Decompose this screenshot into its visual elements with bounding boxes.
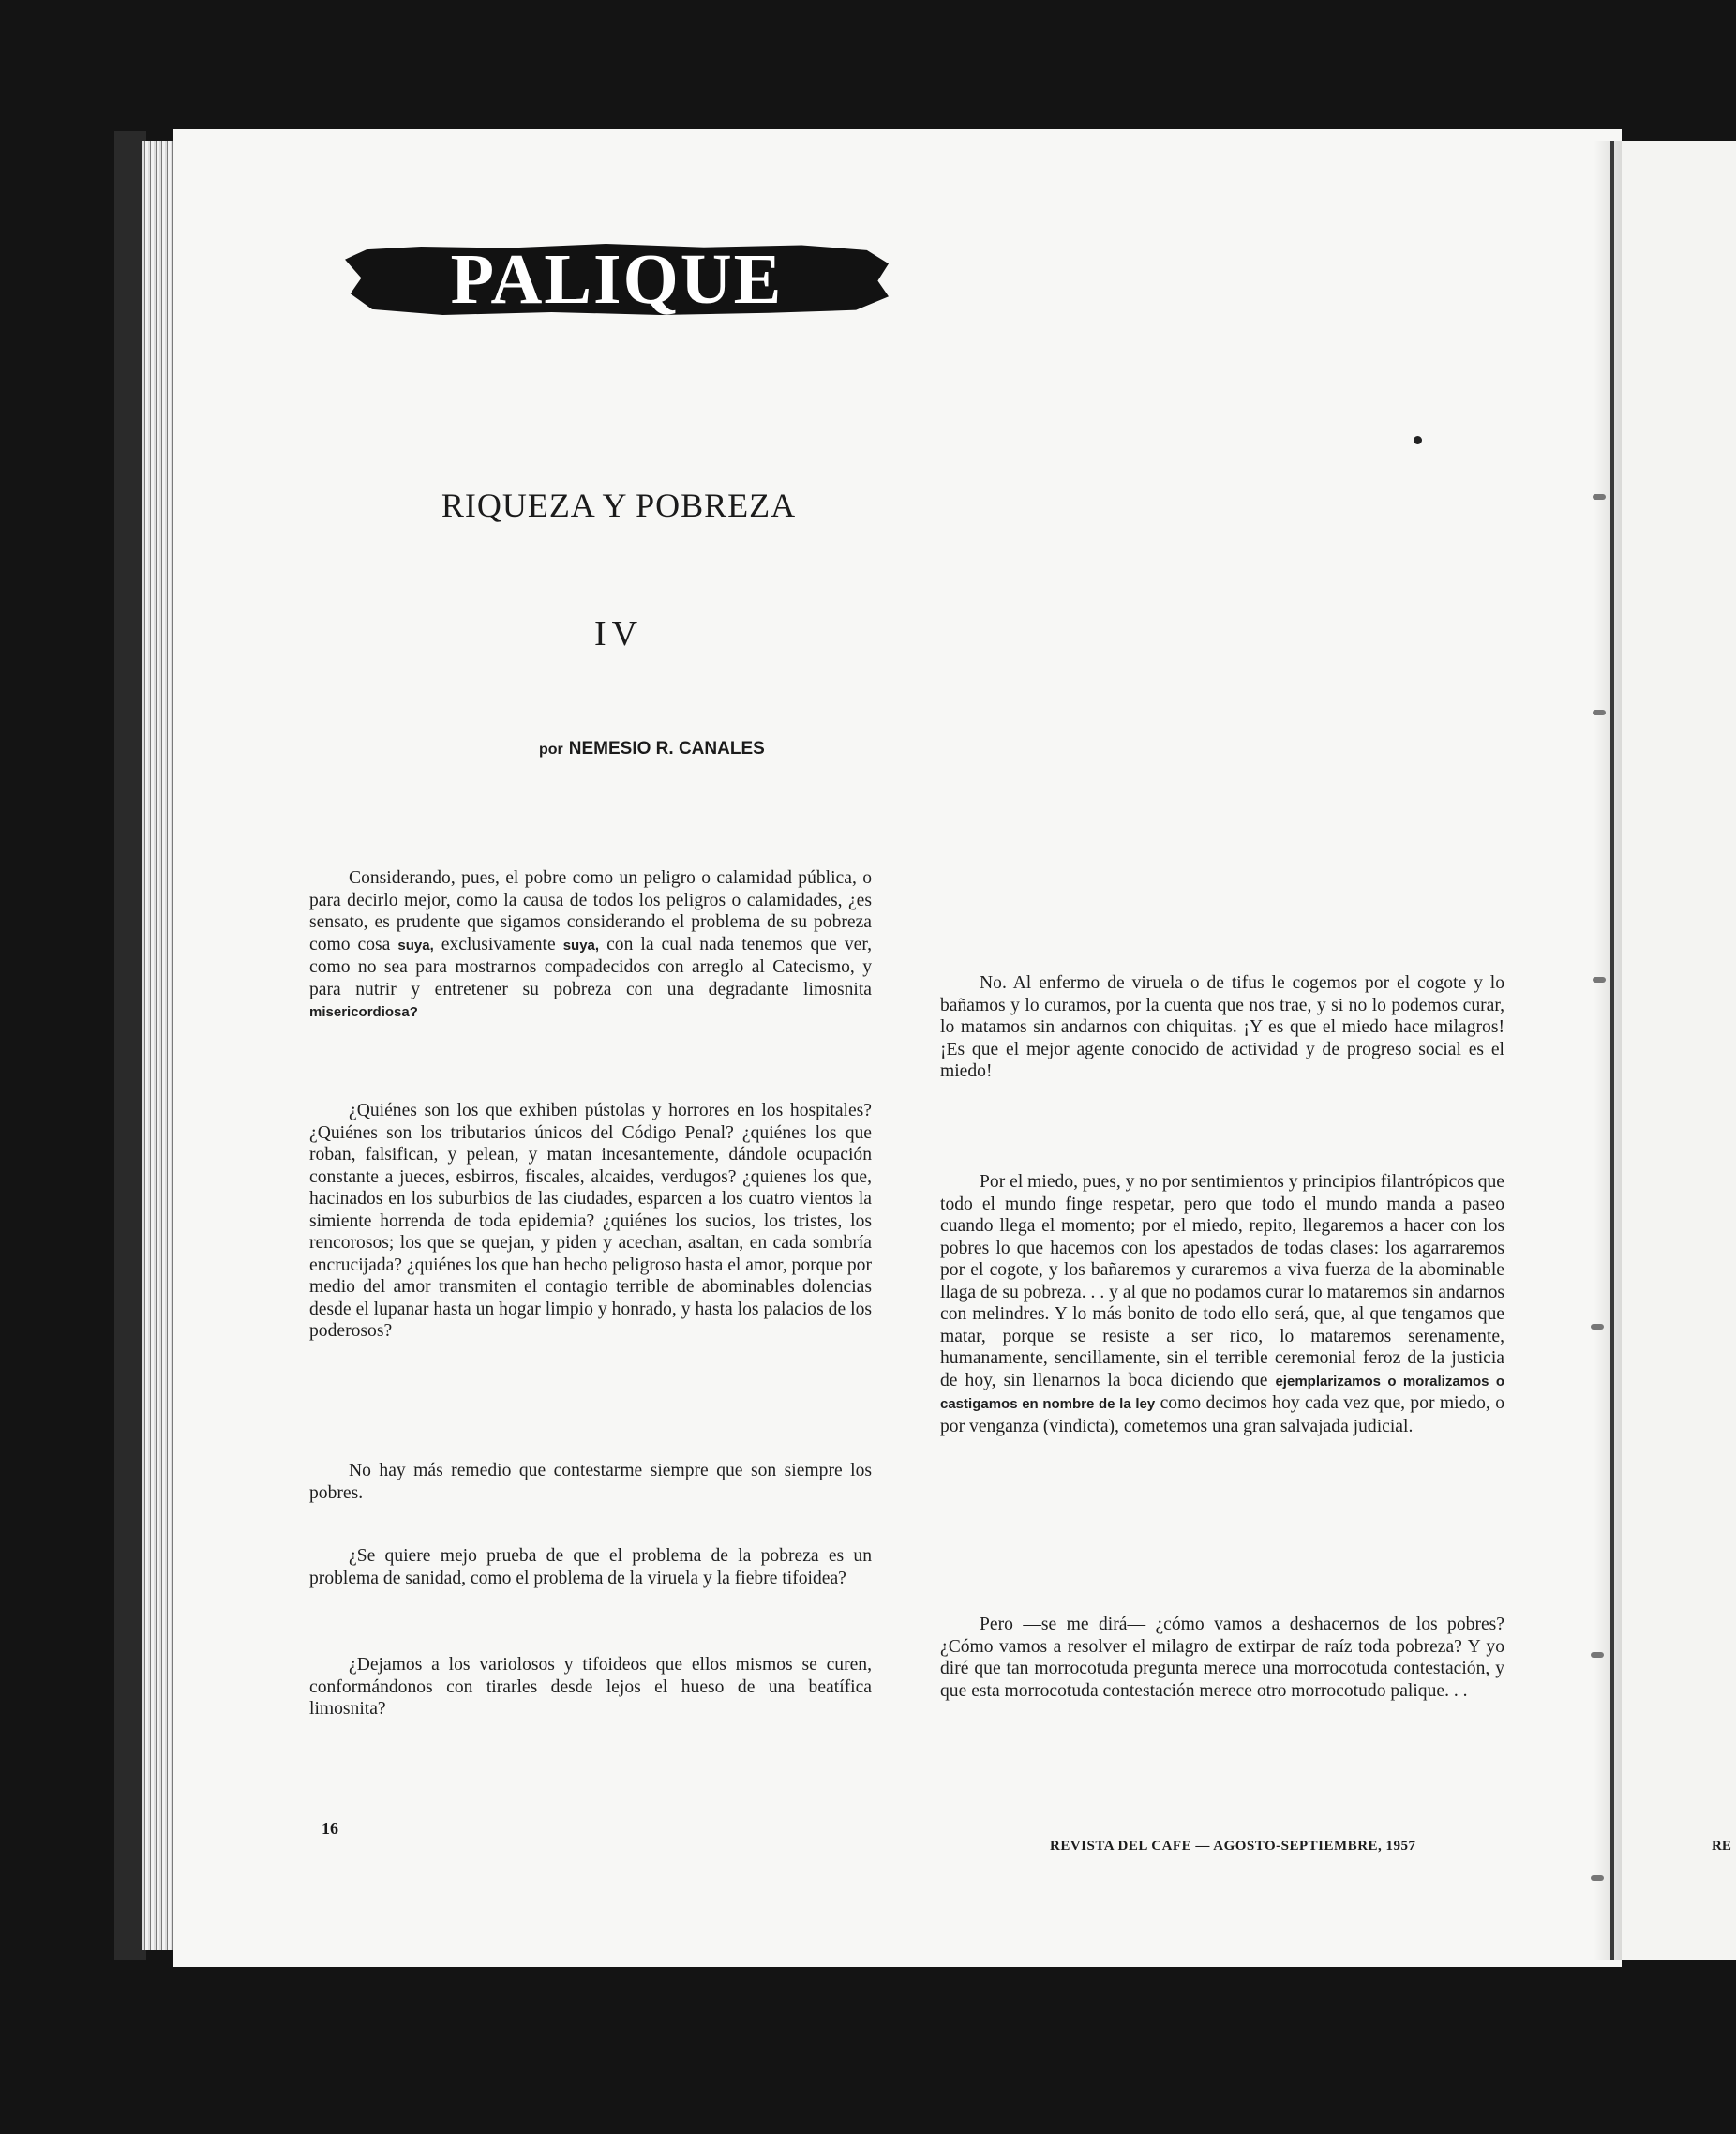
byline-prefix: por (539, 742, 563, 758)
paragraph: No. Al enfermo de viruela o de tifus le cogemos por el cogote y lo bañamos y lo curamos, por la cuenta que nos trae, y si no lo podemos curar, lo matamos sin andarnos con chiquitas. ¡Y es que el miedo hace milagros! ¡Es que el mejor agente conocido de actividad y de progreso social es el miedo! (940, 973, 1504, 1081)
emphasis: ejemplarizamos o moralizamos o castigamos en nombre de la ley (940, 1373, 1504, 1412)
byline (539, 739, 765, 759)
paragraph (309, 867, 872, 1024)
facing-page-footer-fragment: RE (1712, 1839, 1731, 1854)
binding-shadow (114, 131, 146, 1960)
paragraph: ¿Se quiere mejo prueba de que el problema de la pobreza es un problema de sanidad, como el problema de la viruela y la fiebre tifoidea? (309, 1546, 872, 1588)
masthead-text: PALIQUE (450, 239, 784, 319)
paragraph: No hay más remedio que contestarme siempre que son siempre los pobres. (309, 1461, 872, 1503)
emphasis: suya, (562, 937, 600, 954)
binding-mark (1591, 1324, 1604, 1330)
paragraph-text: como decimos hoy cada vez que, por miedo, o por venganza (vindicta), cometemos una gran salvajada judicial. (940, 1393, 1504, 1436)
emphasis: misericordiosa? (309, 1004, 418, 1020)
section-masthead (345, 233, 889, 326)
article-title: RIQUEZA Y POBREZA (441, 487, 797, 524)
running-footer: REVISTA DEL CAFE — AGOSTO-SEPTIEMBRE, 1957 (1050, 1839, 1416, 1854)
page-number: 16 (322, 1819, 338, 1838)
paragraph-text: exclusivamente (433, 934, 563, 954)
gutter-line (1610, 141, 1614, 1960)
emphasis: suya, (397, 937, 434, 954)
gutter-shadow (1594, 141, 1622, 1960)
binding-mark (1593, 710, 1606, 715)
binding-mark (1591, 1652, 1604, 1658)
paragraph-text: Considerando, pues, el pobre como un peligro o calamidad pública, o para decirlo mejor, como la causa de todos los peligros o calamidades, ¿es sensato, es prudente que sigamos considerando el problema de su pobreza como cosa (309, 868, 872, 954)
ink-speck (1414, 436, 1422, 444)
paragraph: ¿Quiénes son los que exhiben pústolas y horrores en los hospitales? ¿Quiénes son los tributarios únicos del Código Penal? ¿quiénes los que roban, falsifican, y pelean, y matan incesantemente, dándole ocupación constante a jueces, esbirros, fiscales, alcaides, verdugos? ¿quienes los que, hacinados en los suburbios de las ciudades, esparcen a los cuatro vientos la simiente horrenda de toda epidemia? ¿quiénes los sucios, los tristes, los rencorosos; los que se quejan, y piden y acechan, asaltan, en cada sombría encrucijada? ¿quiénes los que han hecho peligroso hasta el amor, porque por medio del amor transmiten el contagio terrible de abominables dolencias desde el lupanar hasta un hogar limpio y honrado, y hasta los palacios de los poderosos? (309, 1101, 872, 1341)
binding-mark (1591, 1875, 1604, 1881)
byline-author: NEMESIO R. CANALES (568, 739, 765, 759)
paragraph: Pero —se me dirá— ¿cómo vamos a deshacernos de los pobres? ¿Cómo vamos a resolver el milagro de extirpar de raíz toda pobreza? Y yo diré que tan morrocotuda pregunta merece una morrocotuda contestación, y que esta morrocotuda contestación merece otro morrocotudo palique. . . (940, 1615, 1504, 1701)
paragraph (940, 1171, 1504, 1437)
page-edges (142, 141, 176, 1950)
binding-mark (1593, 977, 1606, 983)
paragraph-text: con la cual nada tenemos que ver, como no sea para mostrarnos compadecidos con arreglo al Catecismo, y para nutrir y entretener su pobreza con una degradante limosnita (309, 934, 872, 999)
paragraph: ¿Dejamos a los variolosos y tifoideos que ellos mismos se curen, conformándonos con tirarles desde lejos el hueso de una beatífica limosnita? (309, 1655, 872, 1719)
binding-mark (1593, 494, 1606, 500)
article-part: IV (593, 614, 644, 654)
right-page-fragment (1622, 141, 1736, 1960)
paragraph-text: Por el miedo, pues, y no por sentimientos y principios filantrópicos que todo el mundo finge respetar, pero que todo el mundo manda a paseo cuando llega el momento; por el miedo, repito, llegaremos a hacer con los pobres lo que hacemos con los apestados de todas clases: los agarraremos por el cogote, y los bañaremos y curaremos a viva fuerza de la abominable llaga de su pobreza. . . y al que no podamos curar lo mataremos sin andarnos con melindres. Y lo más bonito de todo ello será, que, al que tengamos que matar, porque se resiste a ser rico, lo mataremos serenamente, humanamente, sencillamente, sin el terrible ceremonial feroz de la justicia de hoy, sin llenarnos la boca diciendo que (940, 1172, 1504, 1390)
